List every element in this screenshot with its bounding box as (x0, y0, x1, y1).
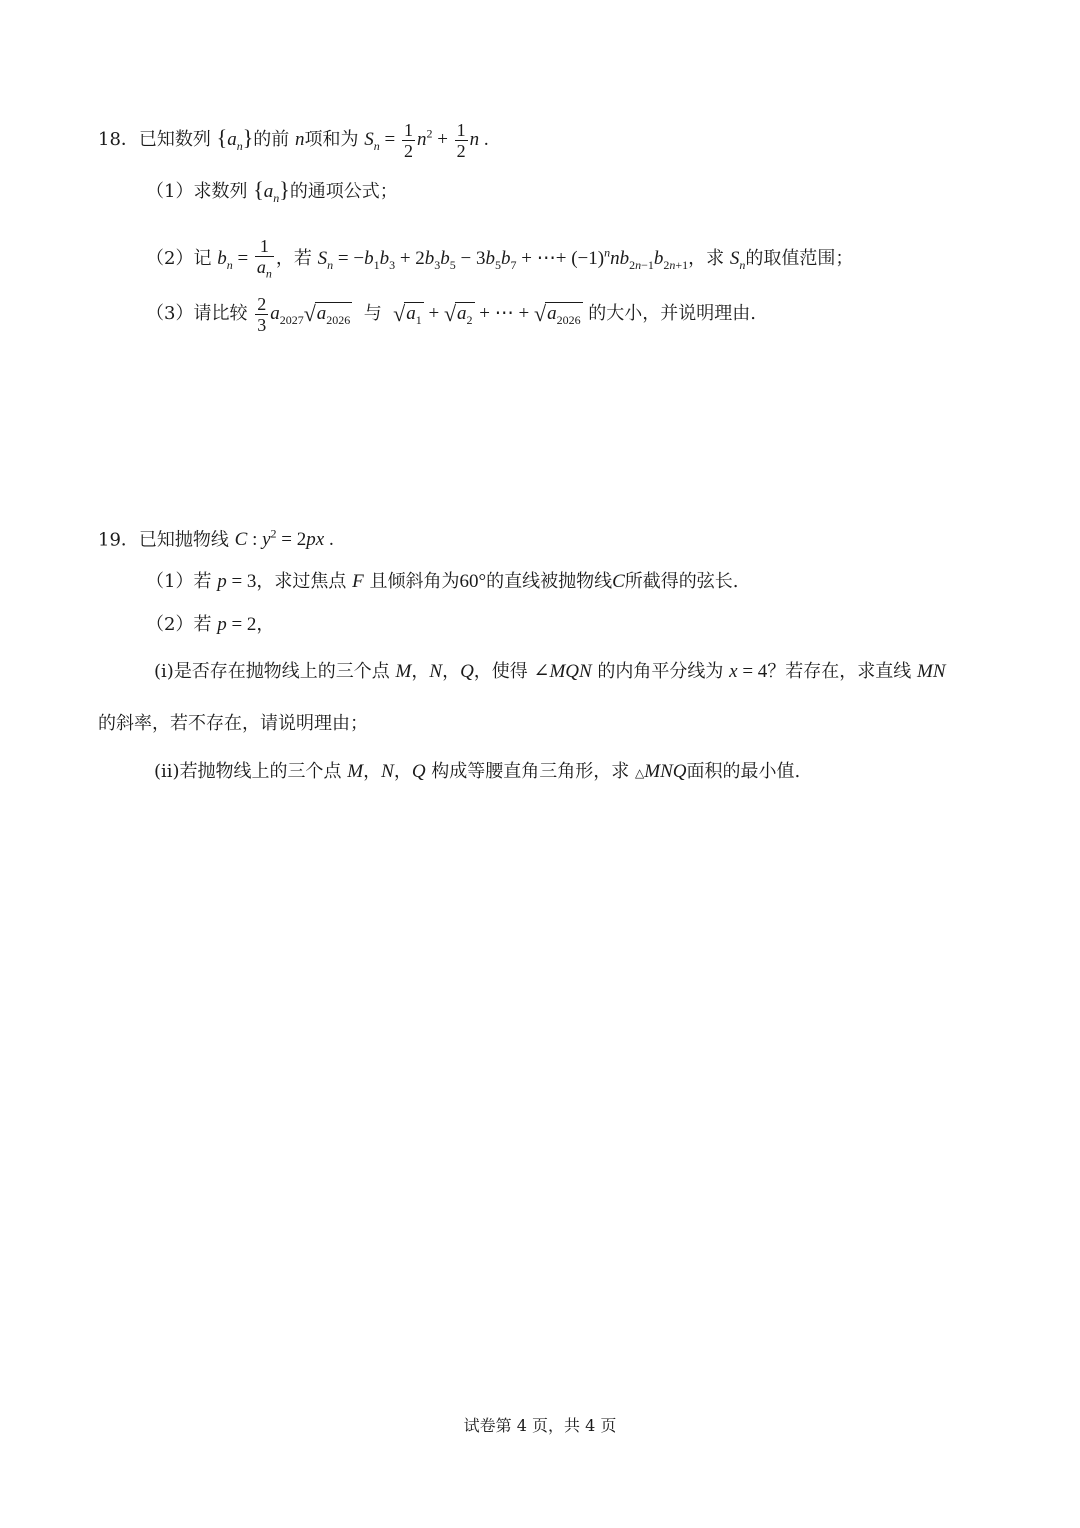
q18-part3: （3）请比较 $\frac{2}{3}$ $a_{2027}√a_{2026}$ 与 $√a_1 + √a_2$ + ⋯ + $√a_{2026}$ 的大小，并说明理由. (146, 294, 757, 335)
q19-part1: （1）若 p = 3，求过焦点 F 且倾斜角为60°的直线被抛物线C所截得的弦长. (146, 571, 739, 592)
formula-bn: $b_n$ = $\frac{1}{a_n}$ (217, 236, 272, 281)
q18-stem: 18．已知数列 $\{a_n\}$的前 n项和为 $S_n$ = $\frac{1}{2}$ $n^2$ + $\frac{1}{2}$ n . (98, 120, 489, 161)
formula-sn-sum: $S_n = -b_1b_3 + 2b_3b_5 - 3b_5b_7$ + ⋯+ $(-1)^nnb_{2n-1}b_{2n+1}$ (317, 245, 689, 272)
q18-part1: （1）求数列 $\{a_n\}$的通项公式； (146, 177, 398, 205)
q19-part2: （2）若 p = 2， (146, 614, 275, 635)
page-footer: 试卷第 4 页，共 4 页 (463, 1416, 617, 1435)
q19-number: 19． (98, 529, 139, 551)
q19-sub-i: (i)是否存在抛物线上的三个点 M，N，Q，使得 ∠MQN 的内角平分线为 x = 4？若存在，求直线 MN (154, 661, 946, 682)
formula-parabola: C : $y^2 = 2px$ . (234, 527, 334, 551)
q18-part2: （2）记 $b_n$ = $\frac{1}{a_n}$ ，若 $S_n = -b_1b_3 + 2b_3b_5 - 3b_5b_7$ + ⋯+ $(-1)^nnb_{2n-1}b_{2n+1}$，求 $S_n$的取值范围； (146, 236, 854, 281)
formula-compare-left: $\frac{2}{3}$ $a_{2027}√a_{2026}$ (257, 294, 351, 335)
q19-sub-ii: (ii)若抛物线上的三个点 M，N，Q 构成等腰直角三角形，求 △MNQ面积的最小值. (154, 761, 801, 782)
formula-sn: $S_n$ = $\frac{1}{2}$ $n^2$ + $\frac{1}{2}$ n . (364, 120, 489, 161)
q18-number: 18． (98, 128, 139, 150)
q19-stem: 19．已知抛物线 C : $y^2 = 2px$ . (98, 527, 334, 551)
q19-sub-i-cont: 的斜率，若不存在，请说明理由； (98, 713, 368, 734)
formula-compare-right: $√a_1 + √a_2$ + ⋯ + $√a_{2026}$ (393, 300, 581, 327)
seq-a-n: $\{a_n\}$ (216, 124, 254, 153)
